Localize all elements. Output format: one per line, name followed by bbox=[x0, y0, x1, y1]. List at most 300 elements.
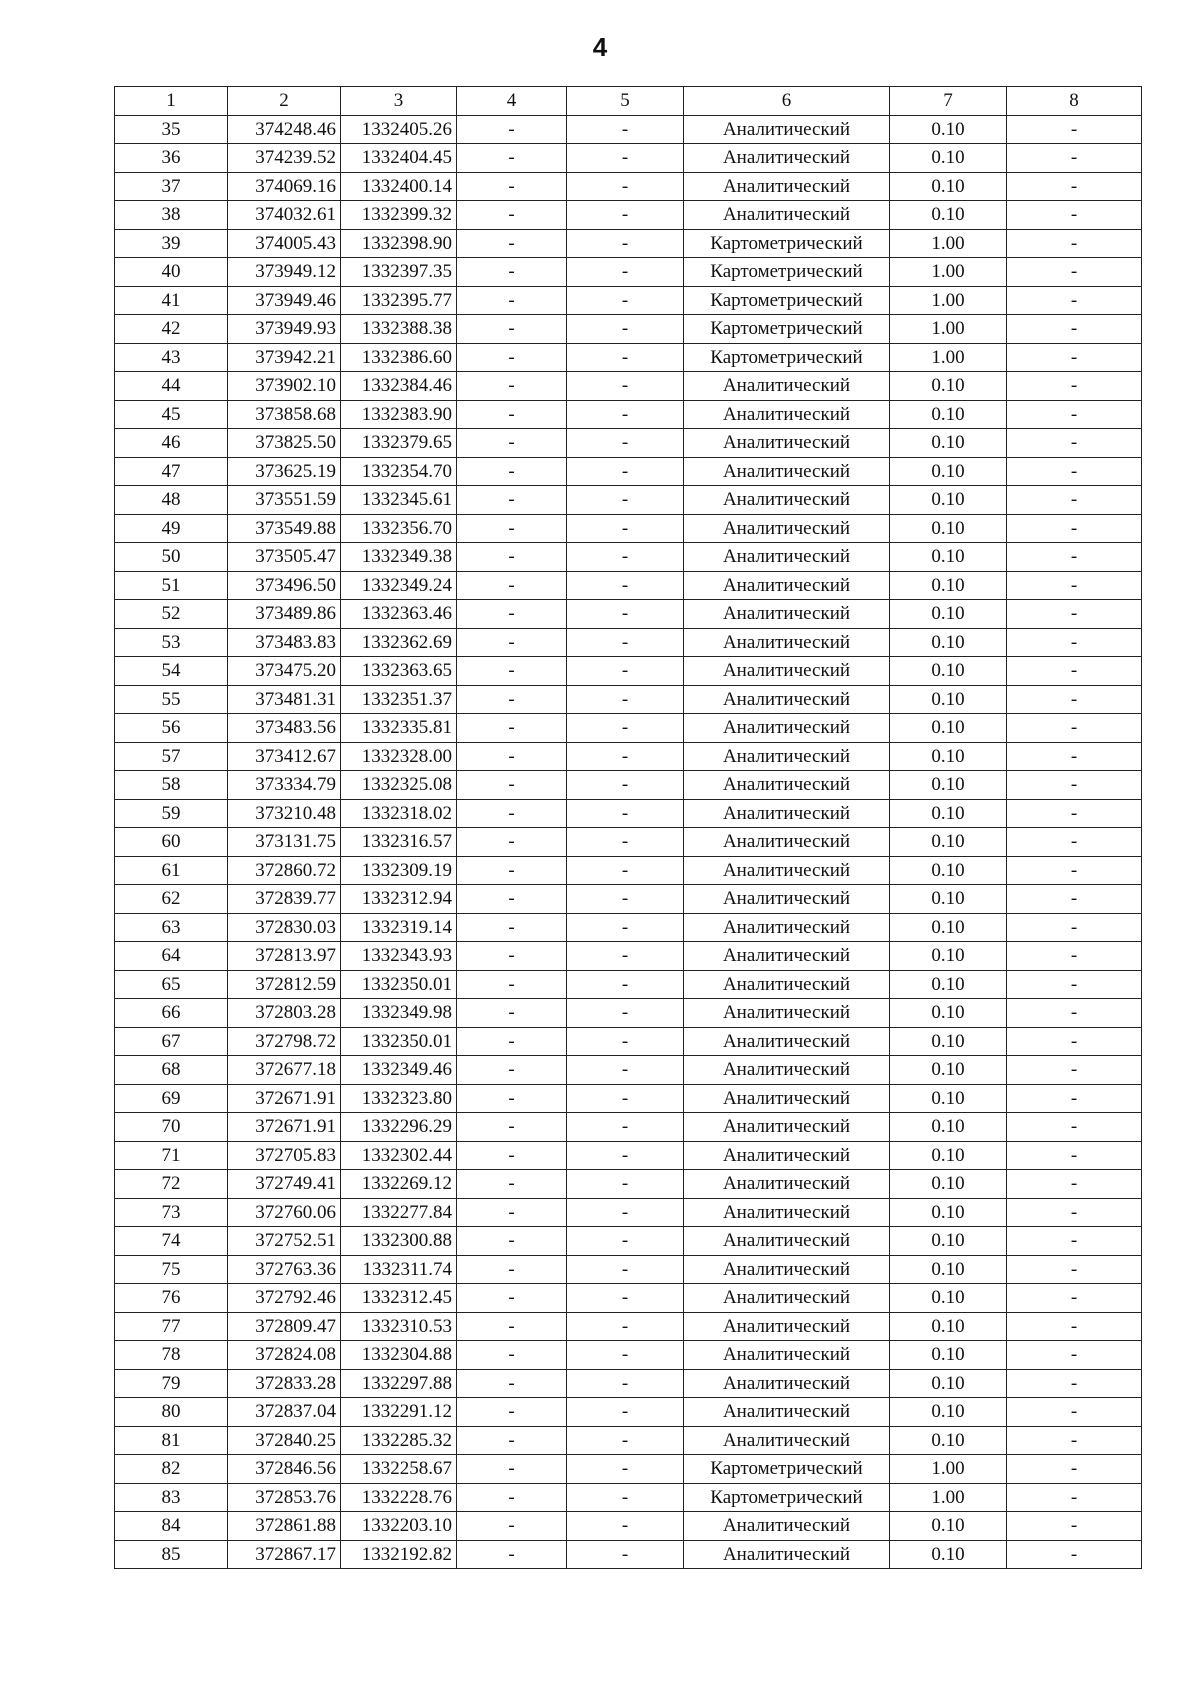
method-cell: Аналитический bbox=[684, 1027, 890, 1056]
point-number-cell: 71 bbox=[115, 1141, 228, 1170]
method-cell: Картометрический bbox=[684, 1455, 890, 1484]
column-4-cell: - bbox=[457, 970, 567, 999]
x-coordinate-cell: 373483.56 bbox=[228, 714, 341, 743]
table-row bbox=[115, 1284, 1142, 1313]
y-coordinate-cell: 1332343.93 bbox=[341, 942, 457, 971]
table-body bbox=[115, 115, 1142, 1569]
point-number-cell: 72 bbox=[115, 1170, 228, 1199]
column-5-cell: - bbox=[567, 913, 684, 942]
x-coordinate-cell: 373549.88 bbox=[228, 514, 341, 543]
column-8-cell: - bbox=[1007, 400, 1142, 429]
method-cell: Аналитический bbox=[684, 999, 890, 1028]
column-5-cell: - bbox=[567, 1170, 684, 1199]
accuracy-cell: 0.10 bbox=[890, 1540, 1007, 1569]
point-number-cell: 44 bbox=[115, 372, 228, 401]
point-number-cell: 60 bbox=[115, 828, 228, 857]
method-cell: Картометрический bbox=[684, 343, 890, 372]
method-cell: Аналитический bbox=[684, 714, 890, 743]
accuracy-cell: 0.10 bbox=[890, 486, 1007, 515]
column-5-cell: - bbox=[567, 1284, 684, 1313]
table-row bbox=[115, 201, 1142, 230]
column-5-cell: - bbox=[567, 999, 684, 1028]
accuracy-cell: 0.10 bbox=[890, 1141, 1007, 1170]
column-5-cell: - bbox=[567, 372, 684, 401]
column-8-cell: - bbox=[1007, 1056, 1142, 1085]
x-coordinate-cell: 373949.93 bbox=[228, 315, 341, 344]
x-coordinate-cell: 372809.47 bbox=[228, 1312, 341, 1341]
x-coordinate-cell: 372861.88 bbox=[228, 1512, 341, 1541]
table-row bbox=[115, 1113, 1142, 1142]
x-coordinate-cell: 373334.79 bbox=[228, 771, 341, 800]
y-coordinate-cell: 1332291.12 bbox=[341, 1398, 457, 1427]
y-coordinate-cell: 1332203.10 bbox=[341, 1512, 457, 1541]
accuracy-cell: 0.10 bbox=[890, 1113, 1007, 1142]
y-coordinate-cell: 1332349.46 bbox=[341, 1056, 457, 1085]
column-4-cell: - bbox=[457, 628, 567, 657]
column-5-cell: - bbox=[567, 856, 684, 885]
x-coordinate-cell: 372824.08 bbox=[228, 1341, 341, 1370]
point-number-cell: 50 bbox=[115, 543, 228, 572]
y-coordinate-cell: 1332363.65 bbox=[341, 657, 457, 686]
accuracy-cell: 0.10 bbox=[890, 828, 1007, 857]
method-cell: Картометрический bbox=[684, 286, 890, 315]
y-coordinate-cell: 1332335.81 bbox=[341, 714, 457, 743]
table-row bbox=[115, 115, 1142, 144]
y-coordinate-cell: 1332310.53 bbox=[341, 1312, 457, 1341]
table-row bbox=[115, 742, 1142, 771]
table-row bbox=[115, 457, 1142, 486]
accuracy-cell: 1.00 bbox=[890, 258, 1007, 287]
point-number-cell: 84 bbox=[115, 1512, 228, 1541]
y-coordinate-cell: 1332318.02 bbox=[341, 799, 457, 828]
column-8-cell: - bbox=[1007, 628, 1142, 657]
column-5-cell: - bbox=[567, 742, 684, 771]
accuracy-cell: 0.10 bbox=[890, 201, 1007, 230]
column-4-cell: - bbox=[457, 514, 567, 543]
x-coordinate-cell: 372803.28 bbox=[228, 999, 341, 1028]
point-number-cell: 58 bbox=[115, 771, 228, 800]
y-coordinate-cell: 1332400.14 bbox=[341, 172, 457, 201]
point-number-cell: 43 bbox=[115, 343, 228, 372]
accuracy-cell: 0.10 bbox=[890, 1341, 1007, 1370]
x-coordinate-cell: 373489.86 bbox=[228, 600, 341, 629]
point-number-cell: 80 bbox=[115, 1398, 228, 1427]
accuracy-cell: 0.10 bbox=[890, 600, 1007, 629]
column-4-cell: - bbox=[457, 685, 567, 714]
accuracy-cell: 0.10 bbox=[890, 400, 1007, 429]
x-coordinate-cell: 372833.28 bbox=[228, 1369, 341, 1398]
y-coordinate-cell: 1332363.46 bbox=[341, 600, 457, 629]
table-row bbox=[115, 657, 1142, 686]
accuracy-cell: 0.10 bbox=[890, 543, 1007, 572]
column-header: 2 bbox=[228, 87, 341, 116]
column-8-cell: - bbox=[1007, 1455, 1142, 1484]
column-8-cell: - bbox=[1007, 172, 1142, 201]
point-number-cell: 35 bbox=[115, 115, 228, 144]
method-cell: Аналитический bbox=[684, 685, 890, 714]
method-cell: Аналитический bbox=[684, 1540, 890, 1569]
y-coordinate-cell: 1332405.26 bbox=[341, 115, 457, 144]
y-coordinate-cell: 1332309.19 bbox=[341, 856, 457, 885]
accuracy-cell: 0.10 bbox=[890, 657, 1007, 686]
column-4-cell: - bbox=[457, 1141, 567, 1170]
column-8-cell: - bbox=[1007, 685, 1142, 714]
accuracy-cell: 0.10 bbox=[890, 685, 1007, 714]
point-number-cell: 49 bbox=[115, 514, 228, 543]
column-4-cell: - bbox=[457, 286, 567, 315]
x-coordinate-cell: 372671.91 bbox=[228, 1084, 341, 1113]
x-coordinate-cell: 372792.46 bbox=[228, 1284, 341, 1313]
page-number: 4 bbox=[592, 32, 608, 62]
point-number-cell: 73 bbox=[115, 1198, 228, 1227]
point-number-cell: 41 bbox=[115, 286, 228, 315]
accuracy-cell: 0.10 bbox=[890, 1056, 1007, 1085]
column-4-cell: - bbox=[457, 457, 567, 486]
column-8-cell: - bbox=[1007, 1284, 1142, 1313]
table-row bbox=[115, 400, 1142, 429]
column-4-cell: - bbox=[457, 1398, 567, 1427]
point-number-cell: 82 bbox=[115, 1455, 228, 1484]
column-8-cell: - bbox=[1007, 1141, 1142, 1170]
column-4-cell: - bbox=[457, 144, 567, 173]
x-coordinate-cell: 372867.17 bbox=[228, 1540, 341, 1569]
y-coordinate-cell: 1332304.88 bbox=[341, 1341, 457, 1370]
y-coordinate-cell: 1332397.35 bbox=[341, 258, 457, 287]
point-number-cell: 75 bbox=[115, 1255, 228, 1284]
accuracy-cell: 0.10 bbox=[890, 1198, 1007, 1227]
table-row bbox=[115, 429, 1142, 458]
column-4-cell: - bbox=[457, 1084, 567, 1113]
column-5-cell: - bbox=[567, 628, 684, 657]
y-coordinate-cell: 1332285.32 bbox=[341, 1426, 457, 1455]
column-5-cell: - bbox=[567, 1141, 684, 1170]
table-row bbox=[115, 1141, 1142, 1170]
x-coordinate-cell: 372763.36 bbox=[228, 1255, 341, 1284]
method-cell: Картометрический bbox=[684, 258, 890, 287]
x-coordinate-cell: 374069.16 bbox=[228, 172, 341, 201]
x-coordinate-cell: 372813.97 bbox=[228, 942, 341, 971]
y-coordinate-cell: 1332312.94 bbox=[341, 885, 457, 914]
point-number-cell: 51 bbox=[115, 571, 228, 600]
point-number-cell: 64 bbox=[115, 942, 228, 971]
y-coordinate-cell: 1332350.01 bbox=[341, 970, 457, 999]
point-number-cell: 63 bbox=[115, 913, 228, 942]
x-coordinate-cell: 374005.43 bbox=[228, 229, 341, 258]
column-5-cell: - bbox=[567, 600, 684, 629]
accuracy-cell: 0.10 bbox=[890, 1255, 1007, 1284]
column-5-cell: - bbox=[567, 1312, 684, 1341]
table-row bbox=[115, 1426, 1142, 1455]
column-5-cell: - bbox=[567, 514, 684, 543]
method-cell: Аналитический bbox=[684, 543, 890, 572]
accuracy-cell: 1.00 bbox=[890, 286, 1007, 315]
point-number-cell: 55 bbox=[115, 685, 228, 714]
y-coordinate-cell: 1332258.67 bbox=[341, 1455, 457, 1484]
accuracy-cell: 0.10 bbox=[890, 144, 1007, 173]
table-row bbox=[115, 286, 1142, 315]
column-5-cell: - bbox=[567, 1084, 684, 1113]
accuracy-cell: 0.10 bbox=[890, 799, 1007, 828]
column-5-cell: - bbox=[567, 229, 684, 258]
column-5-cell: - bbox=[567, 828, 684, 857]
table-row bbox=[115, 514, 1142, 543]
column-4-cell: - bbox=[457, 571, 567, 600]
point-number-cell: 36 bbox=[115, 144, 228, 173]
accuracy-cell: 0.10 bbox=[890, 372, 1007, 401]
point-number-cell: 77 bbox=[115, 1312, 228, 1341]
table-row bbox=[115, 372, 1142, 401]
method-cell: Аналитический bbox=[684, 1170, 890, 1199]
table-row bbox=[115, 144, 1142, 173]
method-cell: Аналитический bbox=[684, 771, 890, 800]
column-8-cell: - bbox=[1007, 571, 1142, 600]
point-number-cell: 78 bbox=[115, 1341, 228, 1370]
column-4-cell: - bbox=[457, 1027, 567, 1056]
method-cell: Аналитический bbox=[684, 1198, 890, 1227]
method-cell: Аналитический bbox=[684, 201, 890, 230]
point-number-cell: 79 bbox=[115, 1369, 228, 1398]
table-row bbox=[115, 1084, 1142, 1113]
accuracy-cell: 1.00 bbox=[890, 343, 1007, 372]
x-coordinate-cell: 372671.91 bbox=[228, 1113, 341, 1142]
x-coordinate-cell: 373412.67 bbox=[228, 742, 341, 771]
point-number-cell: 81 bbox=[115, 1426, 228, 1455]
column-5-cell: - bbox=[567, 885, 684, 914]
method-cell: Аналитический bbox=[684, 1426, 890, 1455]
column-8-cell: - bbox=[1007, 1483, 1142, 1512]
x-coordinate-cell: 372705.83 bbox=[228, 1141, 341, 1170]
table-row bbox=[115, 999, 1142, 1028]
accuracy-cell: 1.00 bbox=[890, 229, 1007, 258]
table-row bbox=[115, 543, 1142, 572]
x-coordinate-cell: 372749.41 bbox=[228, 1170, 341, 1199]
table-row bbox=[115, 1056, 1142, 1085]
column-8-cell: - bbox=[1007, 514, 1142, 543]
method-cell: Аналитический bbox=[684, 486, 890, 515]
y-coordinate-cell: 1332398.90 bbox=[341, 229, 457, 258]
column-5-cell: - bbox=[567, 1056, 684, 1085]
column-5-cell: - bbox=[567, 970, 684, 999]
y-coordinate-cell: 1332399.32 bbox=[341, 201, 457, 230]
column-8-cell: - bbox=[1007, 144, 1142, 173]
x-coordinate-cell: 373858.68 bbox=[228, 400, 341, 429]
column-4-cell: - bbox=[457, 372, 567, 401]
column-5-cell: - bbox=[567, 1198, 684, 1227]
point-number-cell: 69 bbox=[115, 1084, 228, 1113]
table-row bbox=[115, 486, 1142, 515]
column-4-cell: - bbox=[457, 1512, 567, 1541]
column-8-cell: - bbox=[1007, 970, 1142, 999]
column-8-cell: - bbox=[1007, 942, 1142, 971]
y-coordinate-cell: 1332349.38 bbox=[341, 543, 457, 572]
accuracy-cell: 0.10 bbox=[890, 1512, 1007, 1541]
x-coordinate-cell: 374032.61 bbox=[228, 201, 341, 230]
x-coordinate-cell: 372853.76 bbox=[228, 1483, 341, 1512]
column-5-cell: - bbox=[567, 1113, 684, 1142]
accuracy-cell: 0.10 bbox=[890, 913, 1007, 942]
column-4-cell: - bbox=[457, 258, 567, 287]
method-cell: Аналитический bbox=[684, 372, 890, 401]
accuracy-cell: 0.10 bbox=[890, 856, 1007, 885]
table-row bbox=[115, 258, 1142, 287]
column-5-cell: - bbox=[567, 1341, 684, 1370]
point-number-cell: 37 bbox=[115, 172, 228, 201]
accuracy-cell: 0.10 bbox=[890, 457, 1007, 486]
column-8-cell: - bbox=[1007, 913, 1142, 942]
point-number-cell: 68 bbox=[115, 1056, 228, 1085]
point-number-cell: 66 bbox=[115, 999, 228, 1028]
column-4-cell: - bbox=[457, 1369, 567, 1398]
accuracy-cell: 1.00 bbox=[890, 315, 1007, 344]
accuracy-cell: 0.10 bbox=[890, 172, 1007, 201]
method-cell: Аналитический bbox=[684, 742, 890, 771]
method-cell: Аналитический bbox=[684, 942, 890, 971]
y-coordinate-cell: 1332325.08 bbox=[341, 771, 457, 800]
column-8-cell: - bbox=[1007, 828, 1142, 857]
accuracy-cell: 0.10 bbox=[890, 714, 1007, 743]
method-cell: Аналитический bbox=[684, 1056, 890, 1085]
column-4-cell: - bbox=[457, 600, 567, 629]
x-coordinate-cell: 373483.83 bbox=[228, 628, 341, 657]
method-cell: Аналитический bbox=[684, 1284, 890, 1313]
method-cell: Аналитический bbox=[684, 885, 890, 914]
column-8-cell: - bbox=[1007, 1113, 1142, 1142]
column-4-cell: - bbox=[457, 115, 567, 144]
table-row bbox=[115, 571, 1142, 600]
table-row bbox=[115, 600, 1142, 629]
column-4-cell: - bbox=[457, 1455, 567, 1484]
accuracy-cell: 0.10 bbox=[890, 1227, 1007, 1256]
column-4-cell: - bbox=[457, 1056, 567, 1085]
y-coordinate-cell: 1332300.88 bbox=[341, 1227, 457, 1256]
point-number-cell: 39 bbox=[115, 229, 228, 258]
column-5-cell: - bbox=[567, 486, 684, 515]
table-row bbox=[115, 771, 1142, 800]
column-8-cell: - bbox=[1007, 229, 1142, 258]
column-4-cell: - bbox=[457, 1227, 567, 1256]
column-8-cell: - bbox=[1007, 1398, 1142, 1427]
column-5-cell: - bbox=[567, 115, 684, 144]
table-row bbox=[115, 828, 1142, 857]
accuracy-cell: 0.10 bbox=[890, 1027, 1007, 1056]
column-4-cell: - bbox=[457, 742, 567, 771]
method-cell: Картометрический bbox=[684, 1483, 890, 1512]
column-header: 7 bbox=[890, 87, 1007, 116]
accuracy-cell: 0.10 bbox=[890, 771, 1007, 800]
x-coordinate-cell: 372846.56 bbox=[228, 1455, 341, 1484]
method-cell: Аналитический bbox=[684, 457, 890, 486]
accuracy-cell: 0.10 bbox=[890, 1398, 1007, 1427]
accuracy-cell: 0.10 bbox=[890, 942, 1007, 971]
column-5-cell: - bbox=[567, 286, 684, 315]
y-coordinate-cell: 1332296.29 bbox=[341, 1113, 457, 1142]
x-coordinate-cell: 372752.51 bbox=[228, 1227, 341, 1256]
column-5-cell: - bbox=[567, 714, 684, 743]
table-row bbox=[115, 685, 1142, 714]
column-4-cell: - bbox=[457, 885, 567, 914]
column-5-cell: - bbox=[567, 172, 684, 201]
table-row bbox=[115, 913, 1142, 942]
column-header: 6 bbox=[684, 87, 890, 116]
column-8-cell: - bbox=[1007, 1312, 1142, 1341]
point-number-cell: 45 bbox=[115, 400, 228, 429]
x-coordinate-cell: 374239.52 bbox=[228, 144, 341, 173]
y-coordinate-cell: 1332383.90 bbox=[341, 400, 457, 429]
method-cell: Аналитический bbox=[684, 1255, 890, 1284]
x-coordinate-cell: 372677.18 bbox=[228, 1056, 341, 1085]
column-8-cell: - bbox=[1007, 1084, 1142, 1113]
column-4-cell: - bbox=[457, 1255, 567, 1284]
point-number-cell: 85 bbox=[115, 1540, 228, 1569]
column-5-cell: - bbox=[567, 571, 684, 600]
column-4-cell: - bbox=[457, 856, 567, 885]
column-8-cell: - bbox=[1007, 856, 1142, 885]
point-number-cell: 83 bbox=[115, 1483, 228, 1512]
point-number-cell: 48 bbox=[115, 486, 228, 515]
method-cell: Аналитический bbox=[684, 115, 890, 144]
method-cell: Аналитический bbox=[684, 970, 890, 999]
accuracy-cell: 0.10 bbox=[890, 1084, 1007, 1113]
method-cell: Аналитический bbox=[684, 144, 890, 173]
accuracy-cell: 0.10 bbox=[890, 742, 1007, 771]
method-cell: Аналитический bbox=[684, 172, 890, 201]
column-8-cell: - bbox=[1007, 742, 1142, 771]
column-4-cell: - bbox=[457, 400, 567, 429]
x-coordinate-cell: 373825.50 bbox=[228, 429, 341, 458]
column-4-cell: - bbox=[457, 1284, 567, 1313]
column-4-cell: - bbox=[457, 315, 567, 344]
x-coordinate-cell: 373625.19 bbox=[228, 457, 341, 486]
column-5-cell: - bbox=[567, 1369, 684, 1398]
method-cell: Аналитический bbox=[684, 1312, 890, 1341]
column-header: 5 bbox=[567, 87, 684, 116]
column-4-cell: - bbox=[457, 201, 567, 230]
column-4-cell: - bbox=[457, 429, 567, 458]
y-coordinate-cell: 1332316.57 bbox=[341, 828, 457, 857]
y-coordinate-cell: 1332388.38 bbox=[341, 315, 457, 344]
x-coordinate-cell: 373505.47 bbox=[228, 543, 341, 572]
column-5-cell: - bbox=[567, 1255, 684, 1284]
y-coordinate-cell: 1332311.74 bbox=[341, 1255, 457, 1284]
x-coordinate-cell: 373949.46 bbox=[228, 286, 341, 315]
accuracy-cell: 0.10 bbox=[890, 1426, 1007, 1455]
column-4-cell: - bbox=[457, 1483, 567, 1512]
column-4-cell: - bbox=[457, 714, 567, 743]
column-5-cell: - bbox=[567, 1512, 684, 1541]
method-cell: Аналитический bbox=[684, 1227, 890, 1256]
method-cell: Аналитический bbox=[684, 628, 890, 657]
column-4-cell: - bbox=[457, 1198, 567, 1227]
accuracy-cell: 0.10 bbox=[890, 571, 1007, 600]
column-8-cell: - bbox=[1007, 343, 1142, 372]
method-cell: Картометрический bbox=[684, 229, 890, 258]
column-8-cell: - bbox=[1007, 1540, 1142, 1569]
x-coordinate-cell: 372839.77 bbox=[228, 885, 341, 914]
point-number-cell: 59 bbox=[115, 799, 228, 828]
y-coordinate-cell: 1332379.65 bbox=[341, 429, 457, 458]
column-8-cell: - bbox=[1007, 115, 1142, 144]
point-number-cell: 52 bbox=[115, 600, 228, 629]
column-8-cell: - bbox=[1007, 543, 1142, 572]
table-row bbox=[115, 1512, 1142, 1541]
point-number-cell: 62 bbox=[115, 885, 228, 914]
column-8-cell: - bbox=[1007, 714, 1142, 743]
column-4-cell: - bbox=[457, 543, 567, 572]
point-number-cell: 65 bbox=[115, 970, 228, 999]
accuracy-cell: 0.10 bbox=[890, 885, 1007, 914]
column-5-cell: - bbox=[567, 543, 684, 572]
y-coordinate-cell: 1332228.76 bbox=[341, 1483, 457, 1512]
